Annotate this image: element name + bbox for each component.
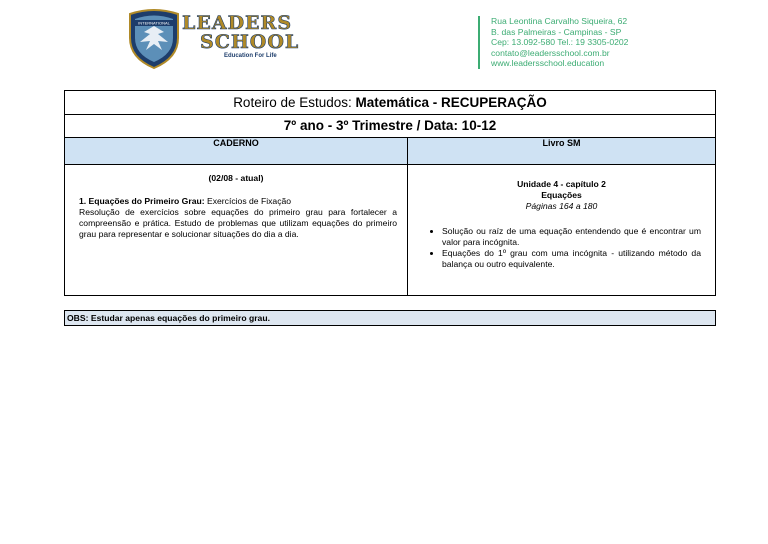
address-line: Rua Leontina Carvalho Siqueira, 62 [491,16,628,26]
unit-pages: Páginas 164 a 180 [525,201,598,211]
topic-description: Resolução de exercícios sobre equações do primeiro grau para fortalecer a compreensão e prática. Estudo de problemas que utilizam equações do primeiro grau para representar e solucionar situações do dia a dia. [79,207,397,239]
study-guide-table [64,90,716,296]
doc-subtitle: 7º ano - 3º Trimestre / Data: 10-12 [65,115,716,138]
topic-detail: Exercícios de Fixação [204,196,292,206]
svg-text:INTERNATIONAL: INTERNATIONAL [138,20,170,26]
doc-title-prefix: Roteiro de Estudos: [233,95,356,110]
email-link[interactable]: contato@leadersschool.com.br [491,47,610,58]
website-link[interactable]: www.leadersschool.education [491,58,605,69]
school-logo [126,8,300,70]
doc-title-subject: Matemática - RECUPERAÇÃO [355,95,547,110]
logo-wordmark-leaders: LEADERS [182,12,293,34]
unit-subject: Equações [541,190,582,200]
caderno-cell [65,165,408,296]
address-line: Cep: 13.092-580 Tel.: 19 3305-0202 [491,37,629,48]
logo-tagline: Education For Life [224,53,277,59]
address-line: B. das Palmeiras - Campinas - SP [491,26,622,37]
objectives-list [420,226,701,270]
list-item: • Equações do 1º grau com uma incógnita - utilizando método da balança ou outro equivalente. [442,248,701,270]
caderno-content [79,196,397,240]
list-item: • Solução ou raíz de uma equação entendendo que é encontrar um valor para incógnita. [442,226,701,248]
shield-eagle-icon [126,8,182,70]
column-header-caderno: CADERNO [65,138,408,165]
observation-note: OBS: Estudar apenas equações do primeiro grau. [64,310,716,326]
unit-title: Unidade 4 - capítulo 2 [517,179,606,189]
period-date: (02/08 - atual) [208,173,264,183]
column-header-livro: Livro SM [408,138,716,165]
livro-cell [408,165,716,296]
doc-title [65,91,716,115]
school-address [478,16,628,69]
logo-wordmark-school: SCHOOL [200,31,300,53]
topic-title: 1. Equações do Primeiro Grau: [79,196,205,206]
